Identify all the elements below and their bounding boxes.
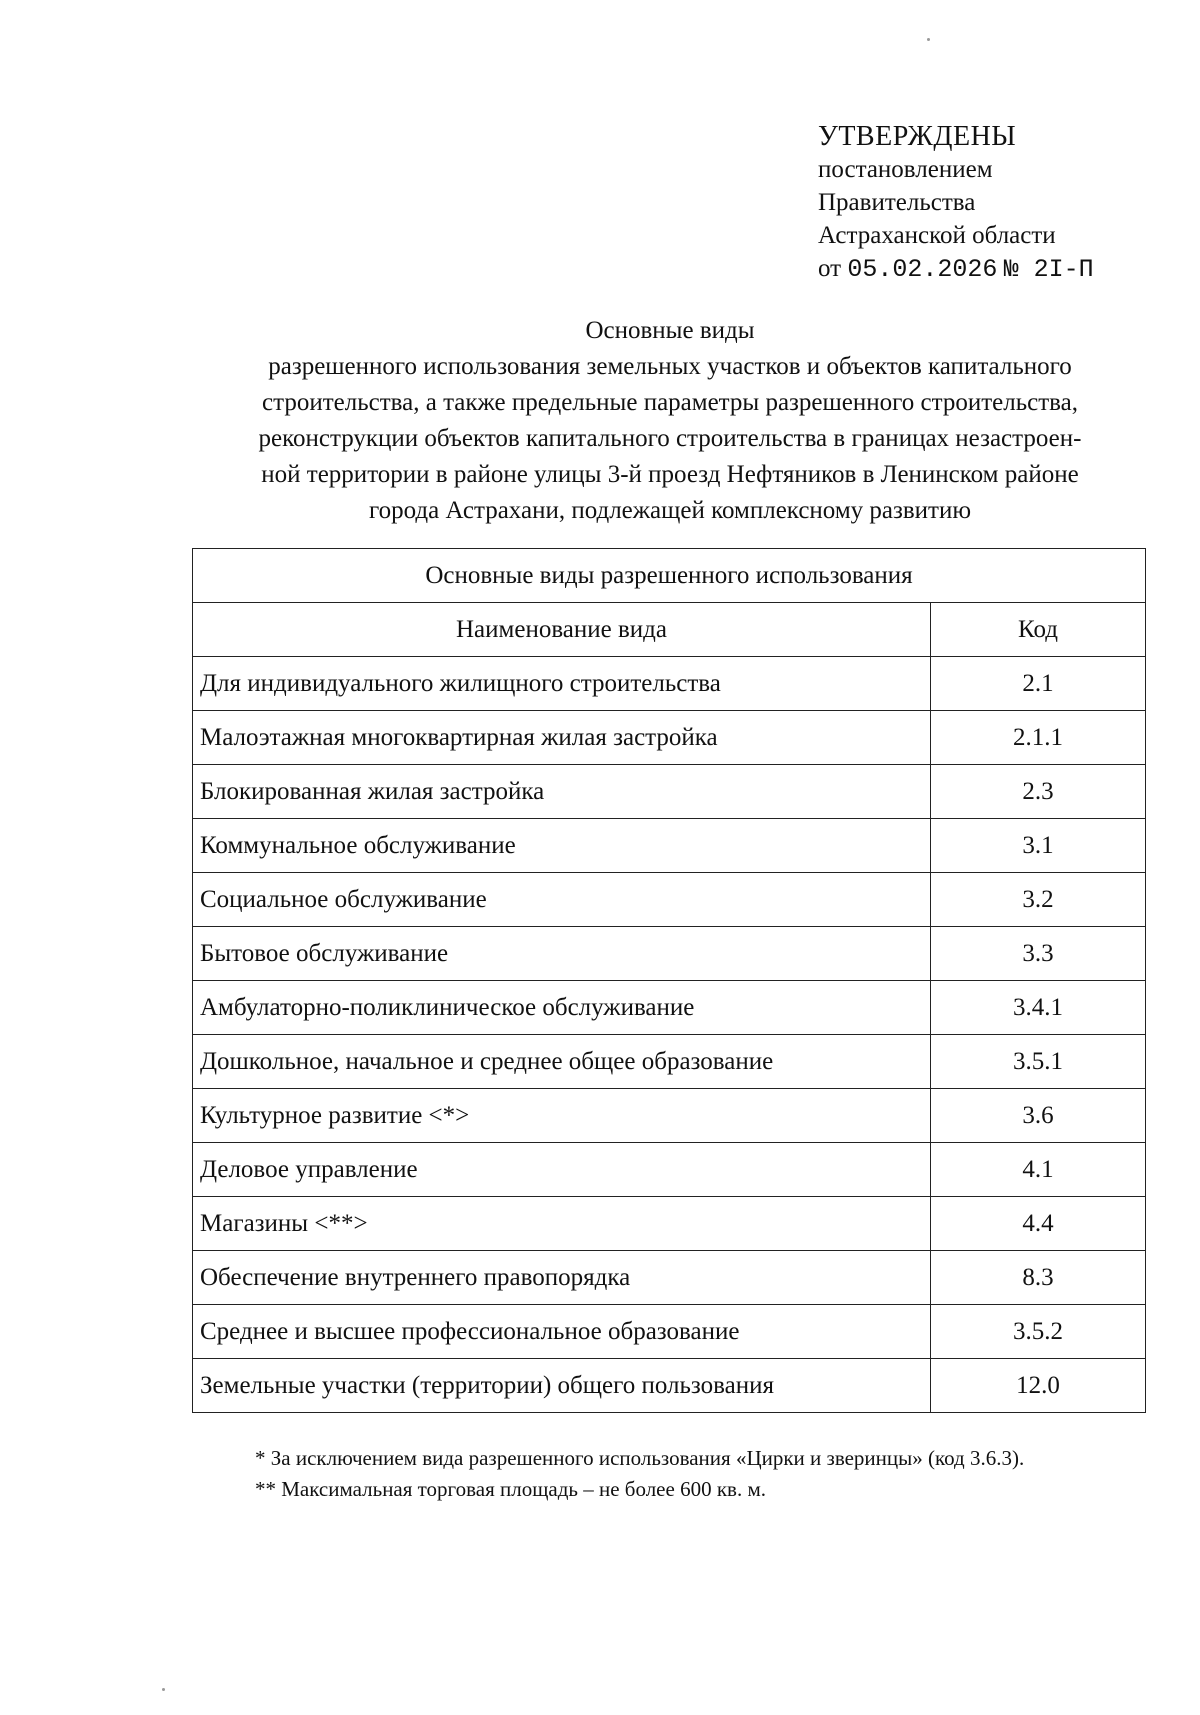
use-code: 3.2 (931, 873, 1146, 927)
table-header-row (193, 603, 1146, 657)
title-line-3: строительства, а также предельные параметры разрешенного строительства, (262, 389, 1078, 416)
table-row (193, 1359, 1146, 1413)
column-header-code: Код (931, 603, 1146, 657)
use-name: Обеспечение внутреннего правопорядка (193, 1251, 931, 1305)
use-code: 2.1 (931, 657, 1146, 711)
table-row (193, 927, 1146, 981)
use-code: 4.1 (931, 1143, 1146, 1197)
use-name: Блокированная жилая застройка (193, 765, 931, 819)
table-row (193, 1143, 1146, 1197)
table-row (193, 1197, 1146, 1251)
scan-speck (162, 1688, 165, 1691)
use-code: 4.4 (931, 1197, 1146, 1251)
use-code: 2.3 (931, 765, 1146, 819)
table-row (193, 819, 1146, 873)
use-code: 3.5.2 (931, 1305, 1146, 1359)
table-row (193, 981, 1146, 1035)
approval-line-1: постановлением (818, 156, 993, 183)
use-code: 8.3 (931, 1251, 1146, 1305)
use-name: Социальное обслуживание (193, 873, 931, 927)
use-name: Малоэтажная многоквартирная жилая застройка (193, 711, 931, 765)
use-code: 3.3 (931, 927, 1146, 981)
approval-date: 05.02.2026 (847, 255, 998, 284)
table-row (193, 1305, 1146, 1359)
use-name: Земельные участки (территории) общего пользования (193, 1359, 931, 1413)
use-name: Дошкольное, начальное и среднее общее образование (193, 1035, 931, 1089)
title-line-1: Основные виды (585, 317, 755, 344)
title-line-5: ной территории в районе улицы 3-й проезд Нефтяников в Ленинском районе (261, 461, 1079, 488)
approval-heading: УТВЕРЖДЕНЫ (818, 121, 1017, 152)
table-row (193, 657, 1146, 711)
use-code: 3.5.1 (931, 1035, 1146, 1089)
use-name: Бытовое обслуживание (193, 927, 931, 981)
approval-line-3: Астраханской области (818, 222, 1056, 249)
title-line-6: города Астрахани, подлежащей комплексному развитию (368, 497, 972, 524)
table-row (193, 873, 1146, 927)
use-name: Коммунальное обслуживание (193, 819, 931, 873)
table-row (193, 1251, 1146, 1305)
table-caption: Основные виды разрешенного использования (193, 549, 1146, 603)
column-header-name: Наименование вида (193, 603, 931, 657)
use-name: Деловое управление (193, 1143, 931, 1197)
footnote-1: * За исключением вида разрешенного использования «Цирки и зверинцы» (код 3.6.3). (255, 1446, 1025, 1470)
table-caption-row (193, 549, 1146, 603)
use-name: Амбулаторно-поликлиническое обслуживание (193, 981, 931, 1035)
document-title (190, 313, 1150, 529)
footnotes (255, 1443, 1024, 1505)
use-code: 2.1.1 (931, 711, 1146, 765)
use-code: 3.1 (931, 819, 1146, 873)
use-name: Для индивидуального жилищного строительства (193, 657, 931, 711)
use-code: 12.0 (931, 1359, 1146, 1413)
table-row (193, 1035, 1146, 1089)
title-line-4: реконструкции объектов капитального строительства в границах незастроен- (258, 425, 1082, 452)
table-row (193, 711, 1146, 765)
land-use-table (192, 548, 1146, 1413)
approval-date-prefix: от (818, 255, 842, 282)
table-row (193, 1089, 1146, 1143)
use-name: Среднее и высшее профессиональное образование (193, 1305, 931, 1359)
use-code: 3.6 (931, 1089, 1146, 1143)
title-line-2: разрешенного использования земельных участков и объектов капитального (268, 353, 1072, 380)
approval-line-2: Правительства (818, 189, 976, 216)
approval-block (818, 120, 1094, 286)
approval-number: № 2I-П (1003, 255, 1094, 284)
approval-date-line (818, 252, 1094, 286)
table-row (193, 765, 1146, 819)
use-code: 3.4.1 (931, 981, 1146, 1035)
scan-speck (927, 38, 930, 41)
use-name: Культурное развитие <*> (193, 1089, 931, 1143)
use-name: Магазины <**> (193, 1197, 931, 1251)
footnote-2: ** Максимальная торговая площадь – не более 600 кв. м. (255, 1477, 766, 1501)
